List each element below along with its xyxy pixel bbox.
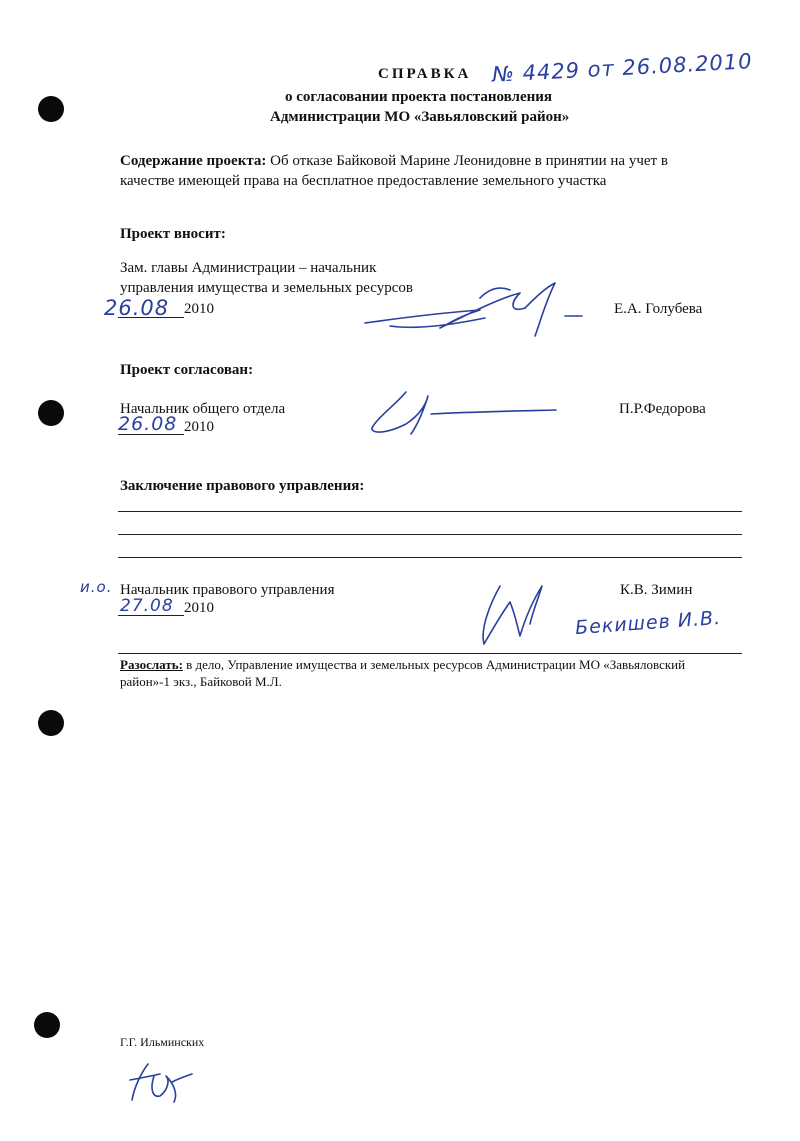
legal-separator — [118, 653, 742, 654]
acting-mark: и.о. — [80, 578, 113, 596]
handwritten-registration-number: № 4429 от 26.08.2010 — [491, 49, 754, 87]
executor-signature — [126, 1058, 196, 1108]
punch-hole-3 — [38, 710, 64, 736]
content-text-line-2: качестве имеющей права на бесплатное предоставление земельного участка — [120, 173, 607, 189]
submitter-name: Е.А. Голубева — [614, 301, 703, 317]
legal-handwritten-name: Бекишев И.В. — [574, 606, 722, 640]
submitter-heading: Проект вносит: — [120, 226, 226, 242]
submitter-date-line — [118, 317, 184, 318]
distribution-text-line-1: в дело, Управление имущества и земельных ресурсов Администрации МО «Завьяловский — [186, 657, 686, 672]
submitter-position-line-2: управления имущества и земельных ресурсов — [120, 280, 413, 296]
legal-year: 2010 — [184, 600, 214, 616]
punch-hole-1 — [38, 96, 64, 122]
document-title: СПРАВКА — [378, 66, 472, 82]
approval-name: П.Р.Федорова — [619, 401, 706, 417]
approval-signature — [366, 384, 566, 444]
legal-conclusion-line-2 — [118, 534, 742, 535]
subtitle-line-1: о согласовании проекта постановления — [285, 89, 553, 105]
content-label: Содержание проекта: — [120, 153, 267, 169]
approval-heading: Проект согласован: — [120, 362, 254, 378]
punch-hole-2 — [38, 400, 64, 426]
approval-year: 2010 — [184, 419, 214, 435]
punch-hole-4 — [34, 1012, 60, 1038]
legal-heading: Заключение правового управления: — [120, 478, 365, 494]
submitter-position-line-1: Зам. главы Администрации – начальник — [120, 260, 377, 276]
subtitle-line-2: Администрации МО «Завьяловский район» — [270, 109, 570, 125]
legal-handwritten-date: 27.08 — [120, 596, 174, 616]
legal-conclusion-line-1 — [118, 511, 742, 512]
distribution-block — [120, 656, 685, 673]
content-text-line-1: Об отказе Байковой Марине Леонидовне в принятии на учет в — [270, 153, 668, 169]
project-content — [120, 151, 668, 171]
approval-handwritten-date: 26.08 — [118, 413, 178, 435]
submitter-year: 2010 — [184, 301, 214, 317]
executor-name: Г.Г. Ильминских — [120, 1035, 205, 1049]
approval-position: Начальник общего отдела — [120, 401, 286, 417]
legal-name: К.В. Зимин — [620, 582, 693, 598]
distribution-label: Разослать: — [120, 657, 183, 672]
legal-conclusion-line-3 — [118, 557, 742, 558]
approval-date-line — [118, 434, 184, 435]
submitter-signature — [360, 268, 600, 348]
legal-date-line — [118, 615, 184, 616]
legal-position: Начальник правового управления — [120, 582, 335, 598]
distribution-text-line-2: район»-1 экз., Байковой М.Л. — [120, 674, 282, 689]
submitter-handwritten-date: 26.08 — [104, 296, 170, 320]
legal-signature — [470, 574, 560, 652]
